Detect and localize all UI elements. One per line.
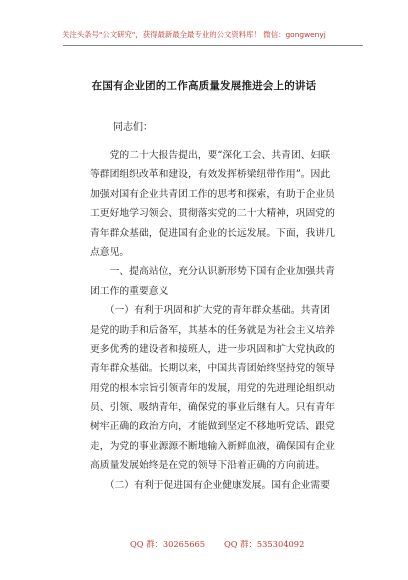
body-line: （二）有利于促进国有企业健康发展。国有企业需要	[90, 479, 331, 491]
body-line: 点意见。	[90, 246, 130, 258]
body-line: 工更好地学习领会、贯彻落实党的二十大精神，巩固党的	[90, 208, 335, 220]
body-line: 青年群众基础。长期以来，中国共青团始终坚持党的领导	[90, 363, 335, 375]
section-heading-line: 一、提高站位，充分认识新形势下国有企业加强共青	[90, 266, 335, 278]
body-line: 用党的根本宗旨引领青年的发展，用党的先进理论组织动	[90, 382, 335, 394]
header-note: 关注头条号"公文研究"，获得最新最全最专业的公文资料库！ 微信：gongwenyj	[62, 30, 326, 39]
body-line: 树牢正确的政治方向，才能做到坚定不移地听党话、跟党	[90, 421, 335, 433]
body-line: 更多优秀的建设者和接班人，进一步巩固和扩大党执政的	[90, 343, 335, 355]
body-line: （一）有利于巩固和扩大党的青年群众基础。共青团	[90, 305, 331, 317]
body-line: 是党的助手和后备军，其基本的任务就是为社会主义培养	[90, 324, 335, 336]
body-line: 党的二十大报告提出，要“深化工会、共青团、妇联	[90, 150, 331, 161]
document-title: 在国有企业团的工作高质量发展推进会上的讲话	[91, 80, 317, 92]
qq-group-right: QQ 群：535304092	[224, 539, 305, 549]
section-heading-line: 团工作的重要意义	[90, 285, 169, 297]
body-line: 加强对国有企业共青团工作的思考和探索，有助于企业员	[90, 188, 335, 200]
body-line: 高质量发展始终是在党的领导下沿着正确的方向前进。	[90, 460, 326, 472]
header-divider	[63, 45, 363, 46]
document-body	[90, 146, 350, 495]
body-line: 等群团组织改革和建设，有效发挥桥梁纽带作用”。因此	[90, 169, 331, 181]
body-line: 员、引领、吸纳青年，确保党的事业后继有人。只有青年	[90, 402, 335, 414]
body-line: 走，为党的事业源源不断地输入新鲜血液，确保国有企业	[90, 440, 335, 452]
salutation: 同志们：	[113, 122, 153, 133]
qq-group-left: QQ 群：30265665	[130, 539, 206, 549]
body-line: 青年群众基础，促进国有企业的长远发展。下面，我讲几	[90, 227, 335, 239]
